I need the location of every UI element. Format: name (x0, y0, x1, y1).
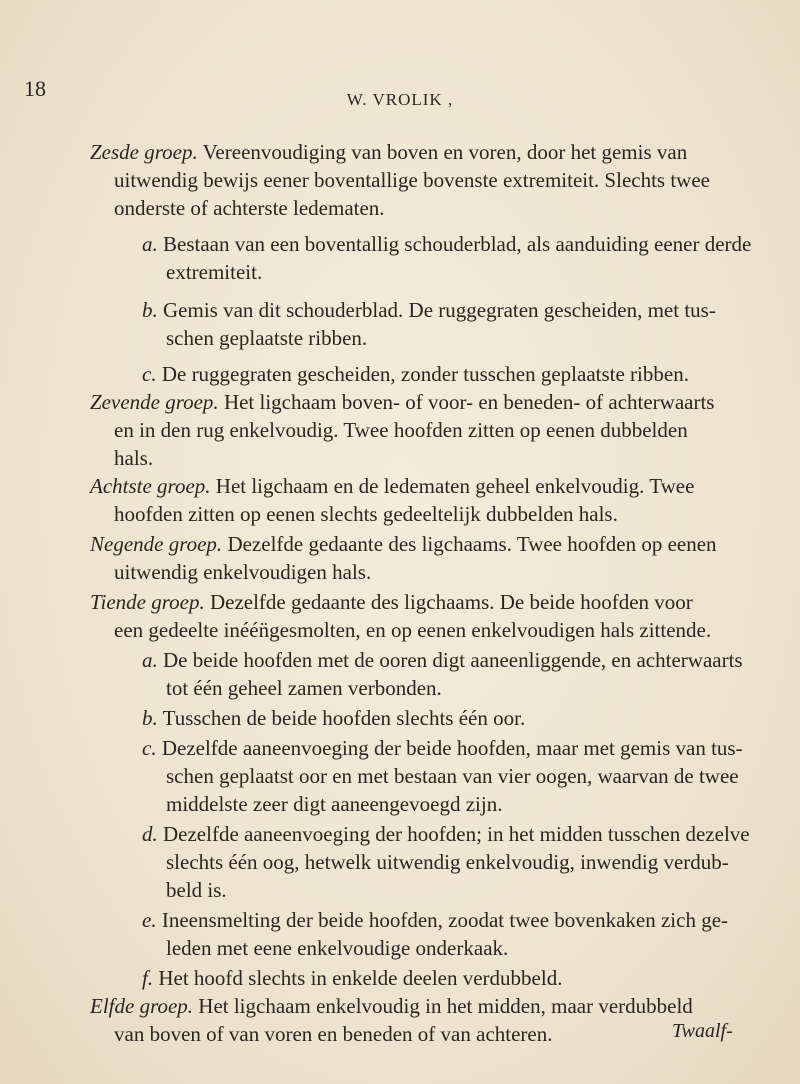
text-line: Tiende groep. Dezelfde gedaante des ligchaams. De beide hoofden voor (90, 590, 693, 614)
paragraph-label: b. (142, 298, 158, 322)
text-line: d. Dezelfde aaneenvoeging der hoofden; in het midden tusschen dezelve (142, 822, 750, 846)
running-head: W. VROLIK , (346, 90, 454, 109)
text-line: Elfde groep. Het ligchaam enkelvoudig in het midden, maar verdubbeld (90, 994, 693, 1018)
paragraph-label: e. (142, 908, 157, 932)
text-line: a. De beide hoofden met de ooren digt aaneenliggende, en achterwaarts (142, 648, 743, 672)
paragraph-label: a. (142, 232, 158, 256)
text-line: uitwendig enkelvoudigen hals. (114, 560, 372, 584)
text-line: beld is. (166, 878, 227, 902)
text-line: tot één geheel zamen verbonden. (166, 676, 442, 700)
catchword: Twaalf- (672, 1020, 733, 1042)
text-line: Negende groep. Dezelfde gedaante des ligchaams. Twee hoofden op eenen (90, 532, 717, 556)
text-line: e. Ineensmelting der beide hoofden, zoodat twee bovenkaken zich ge- (142, 908, 729, 932)
text-line: leden met eene enkelvoudige onderkaak. (166, 936, 509, 960)
paragraph-label: a. (142, 648, 158, 672)
text-line: Achtste groep. Het ligchaam en de ledematen geheel enkelvoudig. Twee (90, 474, 695, 498)
paragraph-label: Zesde groep. (90, 140, 198, 164)
text-line: schen geplaatste ribben. (166, 326, 368, 350)
paragraph-label: c. (142, 362, 157, 386)
text-line: b. Gemis van dit schouderblad. De ruggegraten gescheiden, met tus- (142, 298, 716, 322)
text-line: hals. (114, 446, 154, 470)
paragraph-label: Elfde groep. (90, 994, 194, 1018)
text-line: van boven of van voren en beneden of van achteren. (114, 1022, 553, 1046)
text-line: Zesde groep. Vereenvoudiging van boven en voren, door het gemis van (90, 140, 688, 164)
paragraph-label: f. (142, 966, 154, 990)
paragraph-label: Tiende groep. (90, 590, 205, 614)
paragraph-label: Zevende groep. (90, 390, 219, 414)
text-line: hoofden zitten op eenen slechts gedeeltelijk dubbelden hals. (114, 502, 618, 526)
text-line: a. Bestaan van een boventallig schouderblad, als aanduiding eener derde (142, 232, 752, 256)
text-line: c. Dezelfde aaneenvoeging der beide hoofden, maar met gemis van tus- (142, 736, 743, 760)
text-line: middelste zeer digt aaneengevoegd zijn. (166, 792, 503, 816)
text-line: b. Tusschen de beide hoofden slechts één oor. (142, 706, 526, 730)
text-line: schen geplaatst oor en met bestaan van vier oogen, waarvan de twee (166, 764, 739, 788)
text-line: slechts één oog, hetwelk uitwendig enkelvoudig, inwendig verdub- (166, 850, 729, 874)
paragraph-label: Negende groep. (90, 532, 223, 556)
text-line: en in den rug enkelvoudig. Twee hoofden zitten op eenen dubbelden (114, 418, 688, 442)
text-line: onderste of achterste ledematen. (114, 196, 385, 220)
text-line: Zevende groep. Het ligchaam boven- of voor- en beneden- of achterwaarts (90, 390, 715, 414)
page-number: 18 (24, 76, 46, 101)
text-line: f. Het hoofd slechts in enkelde deelen verdubbeld. (142, 966, 563, 990)
text-line: c. De ruggegraten gescheiden, zonder tusschen geplaatste ribben. (142, 362, 689, 386)
text-line: een gedeelte inéén̈gesmolten, en op eenen enkelvoudigen hals zittende. (114, 618, 712, 642)
paragraph-label: c. (142, 736, 157, 760)
paragraph-label: b. (142, 706, 158, 730)
text-line: uitwendig bewijs eener boventallige bovenste extremiteit. Slechts twee (114, 168, 710, 192)
text-line: extremiteit. (166, 260, 263, 284)
paragraph-label: Achtste groep. (90, 474, 211, 498)
paragraph-label: d. (142, 822, 158, 846)
